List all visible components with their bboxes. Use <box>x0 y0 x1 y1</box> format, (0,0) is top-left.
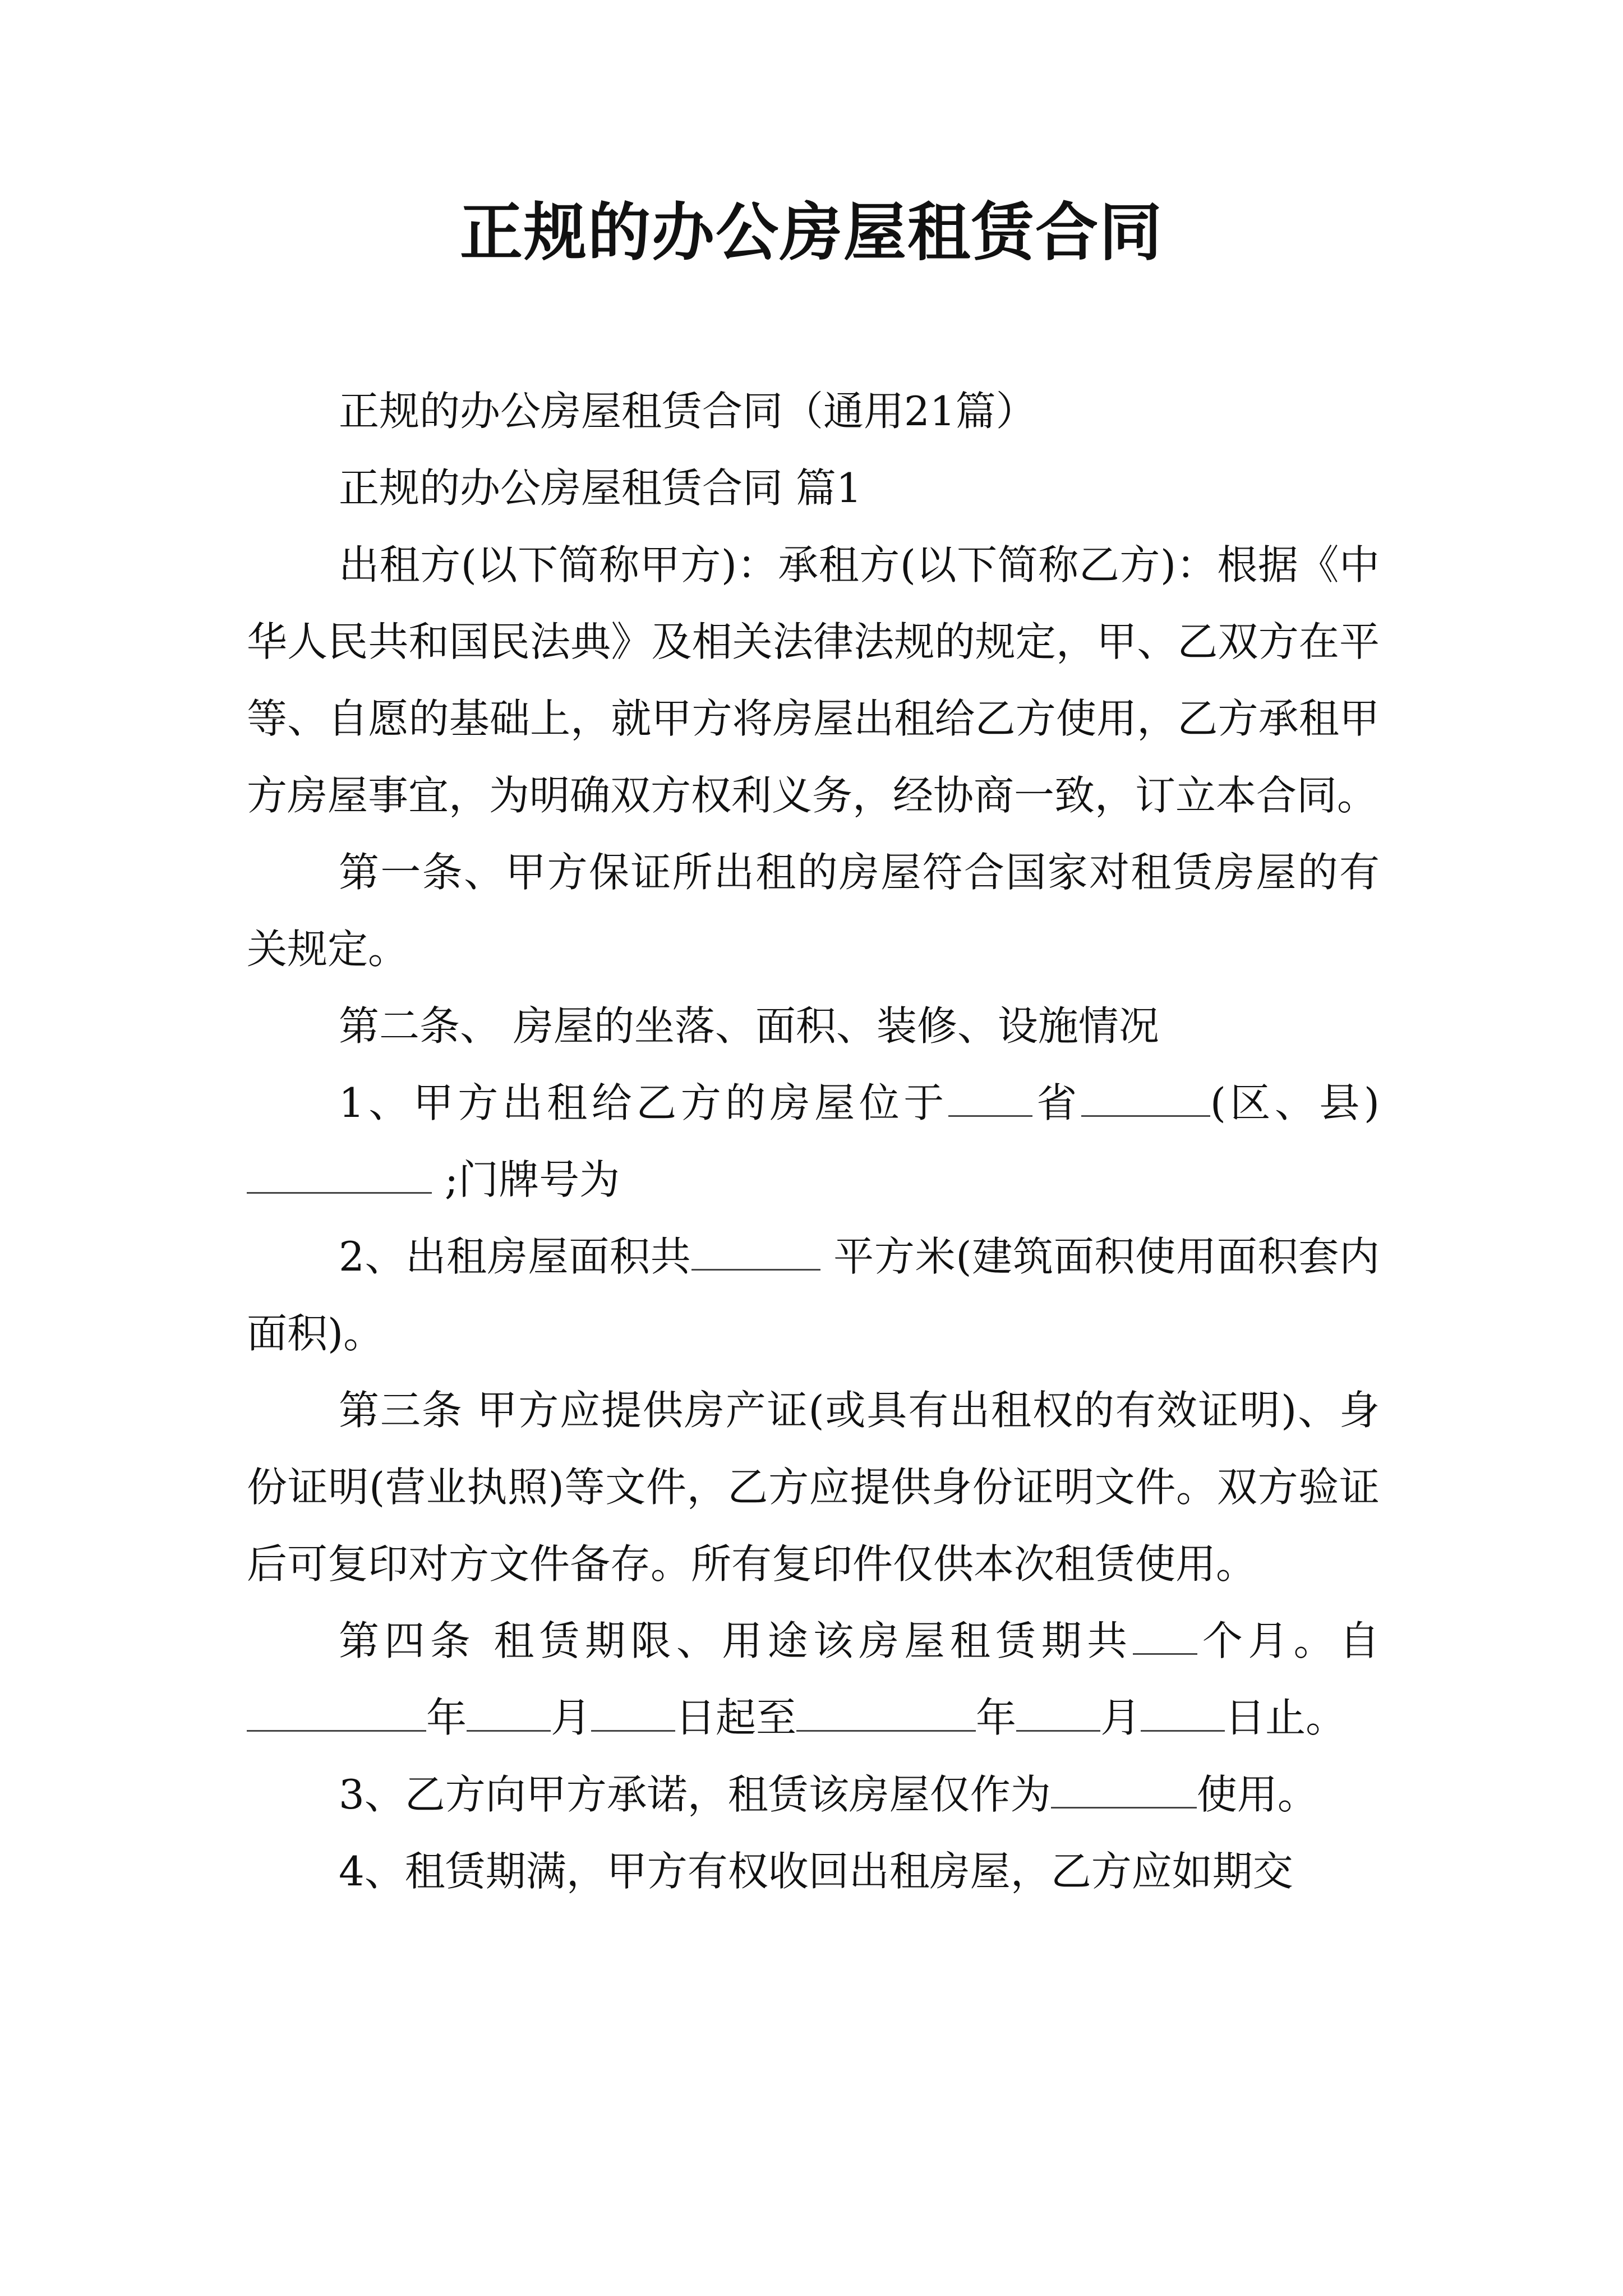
clause-text: 3、乙方向甲方承诺，租赁该房屋仅作为 <box>339 1771 1051 1818</box>
paragraph-subtitle: 正规的办公房屋租赁合同（通用21篇） <box>339 388 1036 435</box>
blank-usage <box>1051 1772 1197 1809</box>
clause-text: 日止。 <box>1225 1694 1347 1741</box>
clause-text: (区、县) <box>1210 1079 1380 1126</box>
paragraph-article-4-item-3 <box>247 1756 1380 1833</box>
document-body <box>247 373 1380 1910</box>
blank-province <box>948 1080 1032 1117</box>
paragraph-article-2-item-2 <box>247 1218 1380 1372</box>
blank-area <box>691 1234 820 1271</box>
clause-text: 平方米(建筑面积使用面积套内面积)。 <box>247 1233 1380 1357</box>
clause-text: 个月。自 <box>1197 1617 1380 1664</box>
blank-start-year <box>247 1695 426 1732</box>
clause-text: 第四条 租赁期限、用途该房屋租赁期共 <box>339 1617 1133 1664</box>
blank-start-day <box>591 1695 675 1732</box>
paragraph-article-3: 第三条 甲方应提供房产证(或具有出租权的有效证明)、身份证明(营业执照)等文件，乙方应提供身份证明文件。双方验证后可复印对方文件备存。所有复印件仅供本次租赁使用。 <box>247 1387 1380 1588</box>
paragraph-article-1: 第一条、甲方保证所出租的房屋符合国家对租赁房屋的有关规定。 <box>247 849 1380 973</box>
blank-months <box>1133 1618 1197 1655</box>
clause-text: 2、出租房屋面积共 <box>339 1233 691 1280</box>
clause-text: 年 <box>426 1694 467 1741</box>
clause-text: 年 <box>976 1694 1017 1741</box>
blank-end-year <box>796 1695 976 1732</box>
paragraph-parties: 出租方(以下简称甲方)：承租方(以下简称乙方)：根据《中华人民共和国民法典》及相关法律法规的规定，甲、乙双方在平等、自愿的基础上，就甲方将房屋出租给乙方使用，乙方承租甲方房屋事宜，为明确双方权利义务，经协商一致，订立本合同。 <box>247 541 1380 819</box>
paragraph-article-4-item-4: 4、租赁期满，甲方有权收回出租房屋，乙方应如期交 <box>339 1848 1293 1895</box>
blank-end-day <box>1141 1695 1225 1732</box>
clause-text: 使用。 <box>1196 1771 1318 1818</box>
paragraph-article-2-item-1 <box>247 1065 1380 1218</box>
clause-text: 1、甲方出租给乙方的房屋位于 <box>339 1079 948 1126</box>
paragraph-heading-part1: 正规的办公房屋租赁合同 篇1 <box>339 464 862 512</box>
clause-text: 日起至 <box>675 1694 797 1741</box>
clause-text: 省 <box>1032 1079 1081 1126</box>
blank-district-name <box>247 1157 432 1194</box>
blank-start-month <box>467 1695 551 1732</box>
paragraph-article-2: 第二条、 房屋的坐落、面积、装修、设施情况 <box>339 1002 1159 1050</box>
paragraph-article-4 <box>247 1603 1380 1756</box>
blank-end-month <box>1016 1695 1100 1732</box>
clause-text: 月 <box>551 1694 592 1741</box>
blank-district <box>1081 1080 1210 1117</box>
clause-text: ;门牌号为 <box>432 1156 620 1203</box>
document-title: 正规的办公房屋租赁合同 <box>460 196 1163 269</box>
clause-text: 月 <box>1100 1694 1141 1741</box>
